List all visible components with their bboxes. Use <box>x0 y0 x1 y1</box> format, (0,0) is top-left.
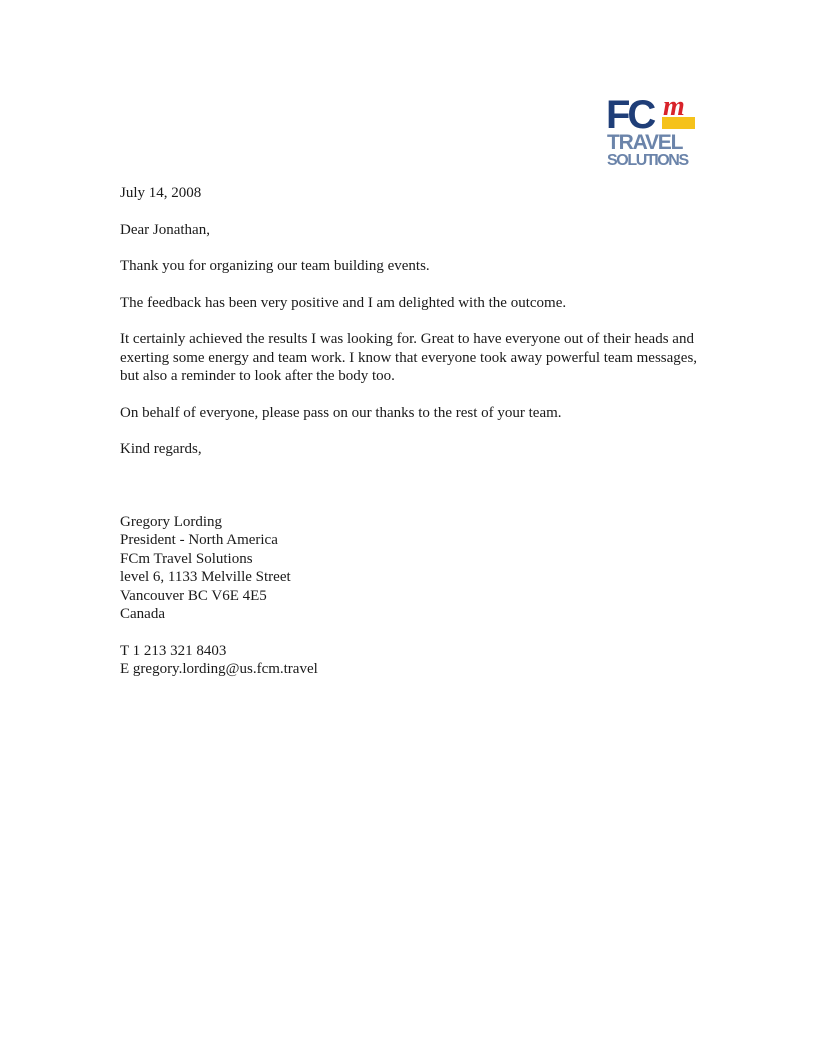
logo-fc: FC <box>606 94 654 137</box>
letter-date: July 14, 2008 <box>120 185 202 201</box>
letter-body <box>120 184 700 679</box>
signature-address-line-1: level 6, 1133 Melville Street <box>120 569 291 585</box>
contact-phone: T 1 213 321 8403 <box>120 642 227 659</box>
signature-company: FCm Travel Solutions <box>120 550 253 567</box>
signature-block <box>120 513 700 624</box>
letter-paragraph: It certainly achieved the results I was looking for. Great to have everyone out of their heads and exerting some energy and team work. I know that everyone took away powerful team messages, but also a reminder to look after the body too. <box>120 331 698 384</box>
signature-country: Canada <box>120 606 165 622</box>
letter-paragraph: On behalf of everyone, please pass on our thanks to the rest of your team. <box>120 404 562 421</box>
logo-travel: TRAVEL <box>607 131 683 154</box>
letter-paragraph: Thank you for organizing our team building events. <box>120 258 430 274</box>
logo-solutions: SOLUTIONS <box>607 152 688 168</box>
signature-address-line-2: Vancouver BC V6E 4E5 <box>120 587 267 604</box>
letter-paragraph: The feedback has been very positive and I am delighted with the outcome. <box>120 294 567 311</box>
fcm-travel-solutions-logo <box>606 94 698 168</box>
signature-title: President - North America <box>120 532 278 548</box>
letter-salutation: Dear Jonathan, <box>120 221 210 238</box>
contact-email: E gregory.lording@us.fcm.travel <box>120 661 318 677</box>
letter-closing: Kind regards, <box>120 441 202 457</box>
signature-gap <box>120 477 700 513</box>
contact-block <box>120 642 700 679</box>
logo-m: m <box>663 94 685 122</box>
signature-name: Gregory Lording <box>120 513 223 530</box>
